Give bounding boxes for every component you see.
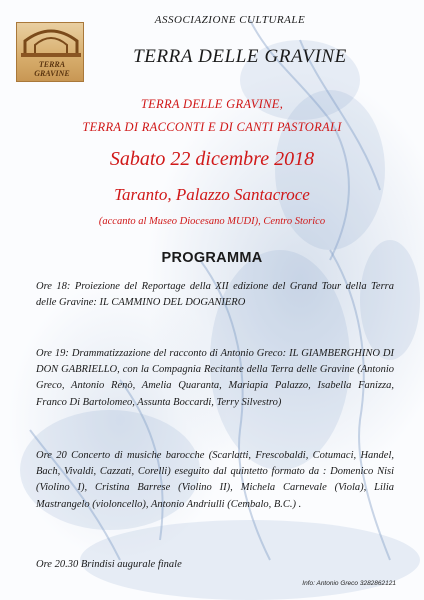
program-heading: PROGRAMMA bbox=[161, 250, 263, 266]
program-item-text: Ore 20.30 Brindisi augurale finale bbox=[36, 559, 182, 570]
logo-text-terra: TERRA bbox=[38, 60, 66, 69]
program-item-3 bbox=[36, 448, 394, 513]
event-place: Taranto, Palazzo Santacroce bbox=[114, 185, 310, 204]
program-item-2 bbox=[36, 346, 394, 411]
program-item-1 bbox=[36, 279, 394, 311]
program-item-text: Ore 19: Drammatizzazione del racconto di Antonio Greco: IL GIAMBERGHINO DI DON GABRIELLO, con la Compagnia Recitante della Terra delle Gravine (Antonio Greco, Antonio Renò, Amelia Quaranta, Mariapia Palazzo, Isabella Fanizza, Franco Di Bartolomeo, Assunta Boccardi, Terry Silvestro) bbox=[36, 348, 394, 408]
program-item-4 bbox=[36, 557, 394, 573]
event-title-line1: TERRA DELLE GRAVINE, bbox=[140, 97, 284, 111]
arch-icon bbox=[17, 23, 85, 59]
event-place-note: (accanto al Museo Diocesano MUDI), Centro Storico bbox=[98, 216, 326, 227]
logo-text-gravine: GRAVINE bbox=[34, 69, 70, 78]
program-item-text: Ore 18: Proiezione del Reportage della XII edizione del Grand Tour della Terra delle Gravine: IL CAMMINO DEL DOGANIERO bbox=[36, 281, 394, 309]
event-title-line2: TERRA DI RACCONTI E DI CANTI PASTORALI bbox=[82, 120, 342, 134]
association-logo bbox=[16, 22, 84, 82]
footer-info: Info: Antonio Greco 3282862121 bbox=[302, 580, 396, 587]
association-label: ASSOCIAZIONE CULTURALE bbox=[154, 14, 306, 26]
association-name: TERRA DELLE GRAVINE bbox=[133, 46, 347, 67]
event-date: Sabato 22 dicembre 2018 bbox=[109, 148, 315, 170]
program-item-text: Ore 20 Concerto di musiche barocche (Scarlatti, Frescobaldi, Cotumaci, Handel, Bach, Vivaldi, Cazzati, Corelli) eseguito dal quintetto formato da : Domenico Nisi (Violino I), Cristina Barrese (Violino II), Michela Carnevale (Viola), Lilia Mastrangelo (violoncello), Antonio Andriulli (Cembalo, B.C.) . bbox=[36, 450, 394, 510]
